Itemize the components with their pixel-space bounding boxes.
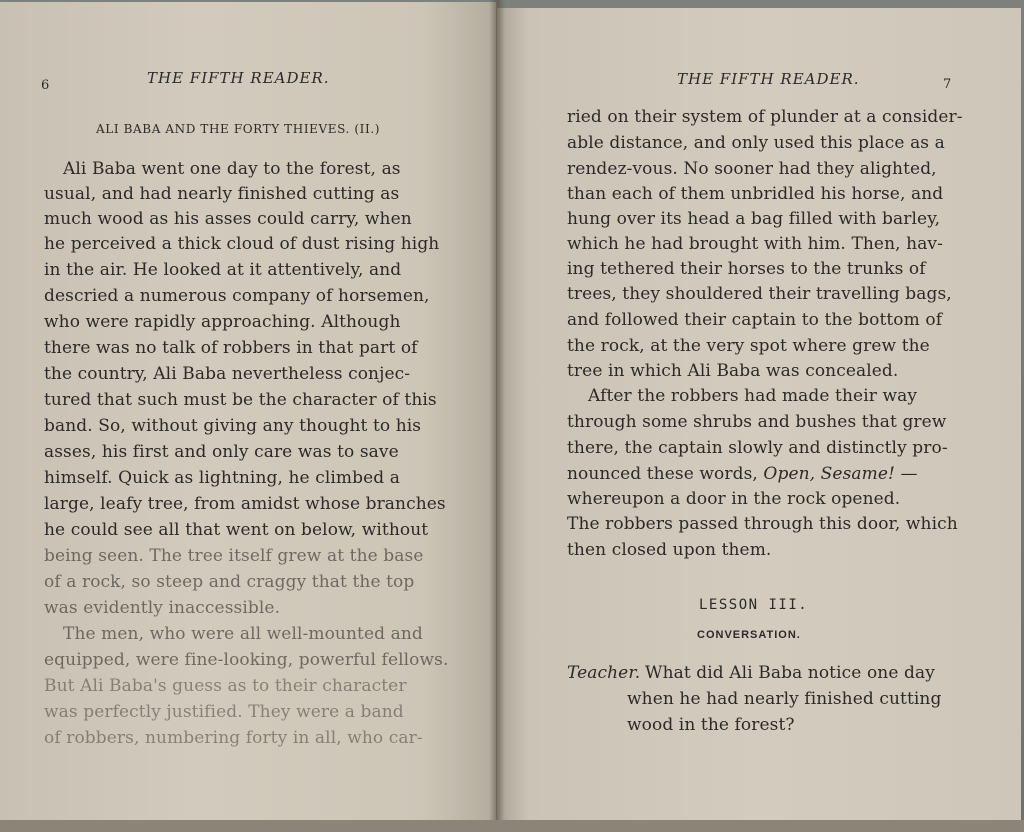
text-line: then closed upon them. xyxy=(567,540,772,560)
text-line: much wood as his asses could carry, when xyxy=(44,209,412,229)
text-line: which he had brought with him. Then, hav- xyxy=(567,234,943,254)
text-line: equipped, were fine-looking, powerful fellows. xyxy=(44,650,449,670)
text-line: the rock, at the very spot where grew the xyxy=(567,336,930,356)
question-line: wood in the forest? xyxy=(627,715,795,735)
text-line: able distance, and only used this place as a xyxy=(567,133,945,153)
text-line: being seen. The tree itself grew at the base xyxy=(44,546,424,566)
text-line: there was no talk of robbers in that part of xyxy=(44,338,418,358)
text-line: than each of them unbridled his horse, and xyxy=(567,184,944,204)
text-line: After the robbers had made their way xyxy=(588,386,918,406)
text-line: of a rock, so steep and craggy that the top xyxy=(44,572,415,592)
text-line: the country, Ali Baba nevertheless conjec- xyxy=(44,364,411,384)
text-line: ing tethered their horses to the trunks of xyxy=(567,259,926,279)
teacher-label: Teacher. xyxy=(567,663,641,683)
text-line: he could see all that went on below, without xyxy=(44,520,429,540)
text-line: asses, his first and only care was to save xyxy=(44,442,399,462)
text-line: was evidently inaccessible. xyxy=(44,598,281,618)
left-page-number: 6 xyxy=(41,78,50,93)
question-line: What did Ali Baba notice one day xyxy=(645,663,935,683)
text-line: The men, who were all well-mounted and xyxy=(63,624,423,644)
text-line: tured that such must be the character of this xyxy=(44,390,437,410)
text-line: there, the captain slowly and distinctly pro- xyxy=(567,438,948,458)
text-line: large, leafy tree, from amidst whose branches xyxy=(44,494,446,514)
text-line: and followed their captain to the bottom of xyxy=(567,310,943,330)
text-line: himself. Quick as lightning, he climbed a xyxy=(44,468,400,488)
text-line: But Ali Baba's guess as to their character xyxy=(44,676,407,696)
text-line: trees, they shouldered their travelling bags, xyxy=(567,284,952,304)
book-bottom-edge xyxy=(0,820,1024,832)
text-line: The robbers passed through this door, which xyxy=(567,514,958,534)
text-line: whereupon a door in the rock opened. xyxy=(567,489,901,509)
text-line: tree in which Ali Baba was concealed. xyxy=(567,361,899,381)
right-page xyxy=(497,8,1021,822)
text-line: was perfectly justified. They were a band xyxy=(44,702,404,722)
text-line: of robbers, numbering forty in all, who car- xyxy=(44,728,423,748)
text-line xyxy=(567,464,918,484)
text-line: in the air. He looked at it attentively, and xyxy=(44,260,402,280)
right-page-number: 7 xyxy=(943,77,952,92)
text-line-start: nounced these words, xyxy=(567,464,758,484)
section-title: ALI BABA AND THE FORTY THIEVES. (II.) xyxy=(96,122,381,136)
text-line: who were rapidly approaching. Although xyxy=(44,312,401,332)
text-line: Ali Baba went one day to the forest, as xyxy=(63,159,401,179)
text-line: band. So, without giving any thought to his xyxy=(44,416,422,436)
lesson-title: LESSON III. xyxy=(699,597,809,613)
text-line: descried a numerous company of horsemen, xyxy=(44,286,430,306)
left-running-head: THE FIFTH READER. xyxy=(147,69,330,87)
text-line: usual, and had nearly finished cutting as xyxy=(44,184,400,204)
right-running-head: THE FIFTH READER. xyxy=(677,70,860,88)
text-line: he perceived a thick cloud of dust rising high xyxy=(44,234,440,254)
text-line: ried on their system of plunder at a consider- xyxy=(567,107,963,127)
text-line: hung over its head a bag filled with barley, xyxy=(567,209,941,229)
question-line: when he had nearly finished cutting xyxy=(627,689,942,709)
magic-words: Open, Sesame! — xyxy=(763,464,918,484)
text-line: through some shrubs and bushes that grew xyxy=(567,412,947,432)
left-page xyxy=(0,2,497,822)
text-line: rendez-vous. No sooner had they alighted, xyxy=(567,159,937,179)
lesson-subtitle: CONVERSATION. xyxy=(697,629,801,641)
